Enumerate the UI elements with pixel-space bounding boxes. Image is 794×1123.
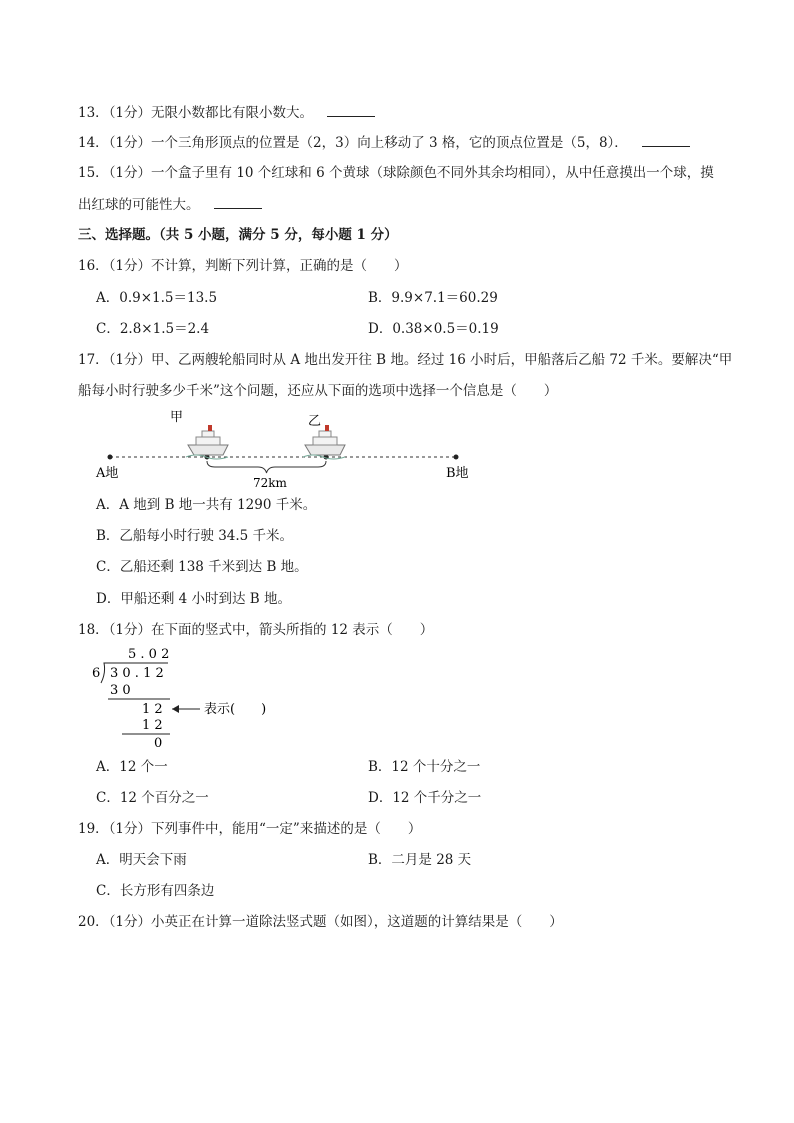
distance-brace bbox=[207, 461, 326, 473]
step3: 1 2 bbox=[142, 718, 163, 733]
option-c[interactable]: C．乙船还剩 138 千米到达 B 地。 bbox=[96, 559, 308, 575]
question-15-continued bbox=[78, 195, 262, 214]
label-a: A地 bbox=[96, 466, 119, 481]
arrow-head bbox=[172, 705, 179, 713]
question-number: 15． bbox=[78, 165, 109, 181]
question-score: （1分） bbox=[108, 914, 152, 930]
question-15 bbox=[78, 164, 714, 182]
question-score: （1分） bbox=[108, 165, 152, 181]
question-text: 在下面的竖式中，箭头所指的 12 表示（ ） bbox=[151, 622, 434, 638]
question-number: 16． bbox=[78, 258, 109, 274]
option-d[interactable]: D．12 个千分之一 bbox=[368, 790, 482, 806]
question-score: （1分） bbox=[108, 352, 152, 368]
question-text: 船每小时行驶多少千米”这个问题，还应从下面的选项中选择一个信息是（ ） bbox=[78, 383, 558, 399]
dividend: 3 0 . 1 2 bbox=[110, 666, 164, 681]
question-number: 20． bbox=[78, 914, 109, 930]
question-text: 一个盒子里有 10 个红球和 6 个黄球（球除颜色不同外其余均相同），从中任意摸出一个球，摸 bbox=[151, 165, 714, 181]
question-18 bbox=[78, 621, 433, 639]
step1: 3 0 bbox=[110, 683, 131, 698]
question-17 bbox=[78, 351, 732, 369]
question-text: 甲、乙两艘轮船同时从 A 地出发开往 B 地。经过 16 小时后，甲船落后乙船 72 千米。要解决“甲 bbox=[151, 352, 733, 368]
option-b[interactable]: B．9.9×7.1＝60.29 bbox=[368, 290, 498, 306]
remainder: 0 bbox=[154, 736, 163, 751]
option-b[interactable]: B．乙船每小时行驶 34.5 千米。 bbox=[96, 528, 294, 544]
option-c[interactable]: C．长方形有四条边 bbox=[96, 883, 215, 899]
question-score: （1分） bbox=[108, 105, 152, 121]
quotient: 5 . 0 2 bbox=[128, 647, 170, 662]
ship1-label: 甲 bbox=[170, 410, 184, 425]
option-a[interactable]: A．0.9×1.5＝13.5 bbox=[96, 290, 218, 306]
label-b: B地 bbox=[446, 466, 469, 481]
question-14 bbox=[78, 133, 690, 152]
question-score: （1分） bbox=[108, 258, 152, 274]
point-a bbox=[108, 455, 113, 460]
answer-blank[interactable] bbox=[327, 103, 375, 117]
question-13 bbox=[78, 103, 375, 122]
ship2-label: 乙 bbox=[308, 414, 322, 429]
section-heading: 三、选择题。（共 5 小题，满分 5 分，每小题 1 分） bbox=[78, 227, 398, 243]
question-16 bbox=[78, 257, 408, 275]
question-19 bbox=[78, 820, 421, 838]
ship-distance-figure bbox=[90, 405, 480, 490]
ship-icon bbox=[186, 425, 228, 459]
question-number: 14． bbox=[78, 135, 109, 151]
question-score: （1分） bbox=[108, 135, 152, 151]
question-text: 出红球的可能性大。 bbox=[78, 197, 200, 213]
point-b bbox=[454, 455, 459, 460]
question-text: 一个三角形顶点的位置是（2，3）向上移动了 3 格，它的顶点位置是（5，8）． bbox=[151, 135, 628, 151]
question-20 bbox=[78, 913, 563, 931]
question-number: 13． bbox=[78, 105, 109, 121]
option-a[interactable]: A．12 个一 bbox=[96, 759, 168, 775]
long-division-figure bbox=[88, 643, 298, 753]
question-text: 小英正在计算一道除法竖式题（如图），这道题的计算结果是（ ） bbox=[151, 914, 563, 930]
option-a[interactable]: A．A 地到 B 地一共有 1290 千米。 bbox=[96, 497, 317, 513]
question-text: 不计算，判断下列计算，正确的是（ ） bbox=[151, 258, 408, 274]
arrow-label: 表示( ) bbox=[204, 702, 267, 717]
question-number: 18． bbox=[78, 622, 109, 638]
option-c[interactable]: C．12 个百分之一 bbox=[96, 790, 209, 806]
question-number: 17． bbox=[78, 352, 109, 368]
question-number: 19． bbox=[78, 821, 109, 837]
question-score: （1分） bbox=[108, 622, 152, 638]
question-text: 无限小数都比有限小数大。 bbox=[151, 105, 314, 121]
distance-label: 72km bbox=[253, 476, 287, 490]
divisor: 6 bbox=[92, 666, 101, 681]
answer-blank[interactable] bbox=[214, 195, 262, 209]
option-d[interactable]: D．0.38×0.5＝0.19 bbox=[368, 321, 499, 337]
option-c[interactable]: C．2.8×1.5＝2.4 bbox=[96, 321, 210, 337]
option-a[interactable]: A．明天会下雨 bbox=[96, 852, 187, 868]
option-d[interactable]: D．甲船还剩 4 小时到达 B 地。 bbox=[96, 591, 291, 607]
ship-icon bbox=[303, 425, 345, 459]
question-17-continued bbox=[78, 382, 557, 400]
answer-blank[interactable] bbox=[642, 133, 690, 147]
option-b[interactable]: B．二月是 28 天 bbox=[368, 852, 472, 868]
question-text: 下列事件中，能用“一定”来描述的是（ ） bbox=[151, 821, 422, 837]
question-score: （1分） bbox=[108, 821, 152, 837]
option-b[interactable]: B．12 个十分之一 bbox=[368, 759, 481, 775]
step2: 1 2 bbox=[142, 702, 163, 717]
